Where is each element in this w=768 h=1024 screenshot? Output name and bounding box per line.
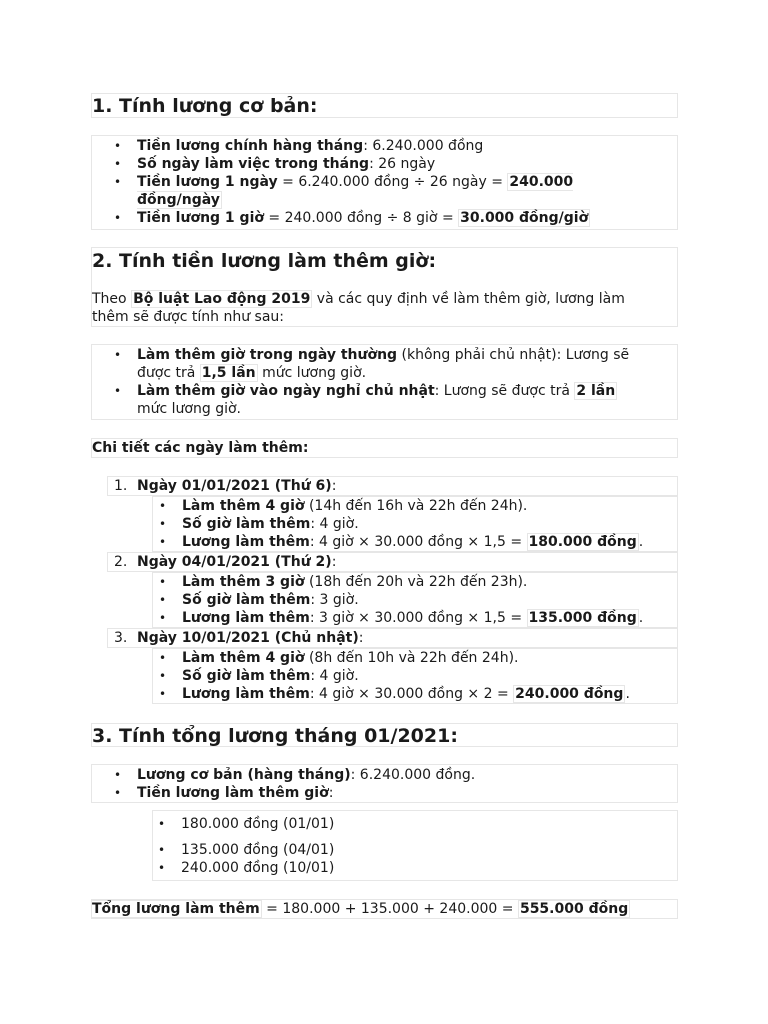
list-item: • Tiền lương 1 giờ = 240.000 đồng ÷ 8 giờ = 30.000 đồng/giờ xyxy=(92,209,677,227)
details-heading: Chi tiết các ngày làm thêm: xyxy=(92,440,309,456)
section2-intro: Theo Bộ luật Lao động 2019 và các quy định về làm thêm giờ, lương làm thêm sẽ được tính như sau: xyxy=(92,291,625,325)
list-item: • Lương làm thêm: 4 giờ × 30.000 đồng × 1,5 = 180.000 đồng . xyxy=(92,533,677,551)
day-item: 1. Ngày 01/01/2021 (Thứ 6): xyxy=(107,476,678,496)
total-result: 555.000 đồng xyxy=(519,901,629,917)
overtime-days xyxy=(91,476,678,704)
base-salary-list xyxy=(92,137,677,227)
overtime-amounts-list xyxy=(153,811,677,881)
list-item: • Làm thêm 4 giờ (8h đến 10h và 22h đến 24h). xyxy=(92,649,677,667)
total-line: Tổng lương làm thêm = 180.000 + 135.000 + 240.000 = 555.000 đồng xyxy=(92,901,629,917)
day-item: 2. Ngày 04/01/2021 (Thứ 2): xyxy=(107,552,678,572)
list-item: • Số ngày làm việc trong tháng: 26 ngày xyxy=(92,155,677,173)
list-item: • Làm thêm 3 giờ (18h đến 20h và 22h đến 23h). xyxy=(92,573,677,591)
hourly-wage-result: 30.000 đồng/giờ xyxy=(460,210,589,226)
law-reference: Bộ luật Lao động 2019 xyxy=(133,291,311,307)
list-item: • Tiền lương chính hàng tháng: 6.240.000 đồng xyxy=(92,137,677,155)
section1-list-box xyxy=(91,135,678,230)
total-list-box xyxy=(91,764,678,803)
list-item: • 180.000 đồng (01/01) xyxy=(158,816,335,832)
day-details xyxy=(152,496,678,552)
overtime-amounts-box xyxy=(152,810,678,881)
details-heading-box xyxy=(91,438,678,458)
total-line-box xyxy=(91,899,678,919)
list-item: • Số giờ làm thêm: 3 giờ. xyxy=(92,591,677,609)
daily-wage-result: 240.000 đồng/ngày xyxy=(137,174,574,208)
section1-heading-box xyxy=(91,93,678,118)
day-item: 3. Ngày 10/01/2021 (Chủ nhật): xyxy=(107,628,678,648)
overtime-rules-list xyxy=(92,346,677,418)
section3-heading: 3. Tính tổng lương tháng 01/2021: xyxy=(92,725,458,747)
total-list xyxy=(92,766,677,802)
overtime-rules-box xyxy=(91,344,678,420)
day-details xyxy=(152,572,678,628)
list-item: • Làm thêm giờ trong ngày thường (không phải chủ nhật): Lương sẽ được trả 1,5 lần mức lương giờ. xyxy=(92,346,677,382)
section2-heading: 2. Tính tiền lương làm thêm giờ: xyxy=(92,250,437,272)
section2-intro-box xyxy=(91,247,678,327)
section1-heading: 1. Tính lương cơ bản: xyxy=(92,95,318,117)
list-item: • Làm thêm giờ vào ngày nghỉ chủ nhật: Lương sẽ được trả 2 lần mức lương giờ. xyxy=(92,382,677,418)
list-item: • Số giờ làm thêm: 4 giờ. xyxy=(92,515,677,533)
list-item: • Lương cơ bản (hàng tháng): 6.240.000 đồng. xyxy=(92,766,677,784)
list-item: • Tiền lương 1 ngày = 6.240.000 đồng ÷ 26 ngày = 240.000 đồng/ngày xyxy=(92,173,677,209)
day-details xyxy=(152,648,678,704)
list-item: • Lương làm thêm: 3 giờ × 30.000 đồng × 1,5 = 135.000 đồng . xyxy=(92,609,677,627)
overtime-days-list xyxy=(91,476,678,704)
list-item: • Số giờ làm thêm: 4 giờ. xyxy=(92,667,677,685)
list-item: • Làm thêm 4 giờ (14h đến 16h và 22h đến 24h). xyxy=(92,497,677,515)
list-item: • Lương làm thêm: 4 giờ × 30.000 đồng × 2 = 240.000 đồng . xyxy=(92,685,677,703)
section3-heading-box xyxy=(91,723,678,747)
list-item: • Tiền lương làm thêm giờ: xyxy=(92,784,677,802)
list-item: • 240.000 đồng (10/01) xyxy=(158,860,335,876)
list-item: • 135.000 đồng (04/01) xyxy=(158,842,335,858)
